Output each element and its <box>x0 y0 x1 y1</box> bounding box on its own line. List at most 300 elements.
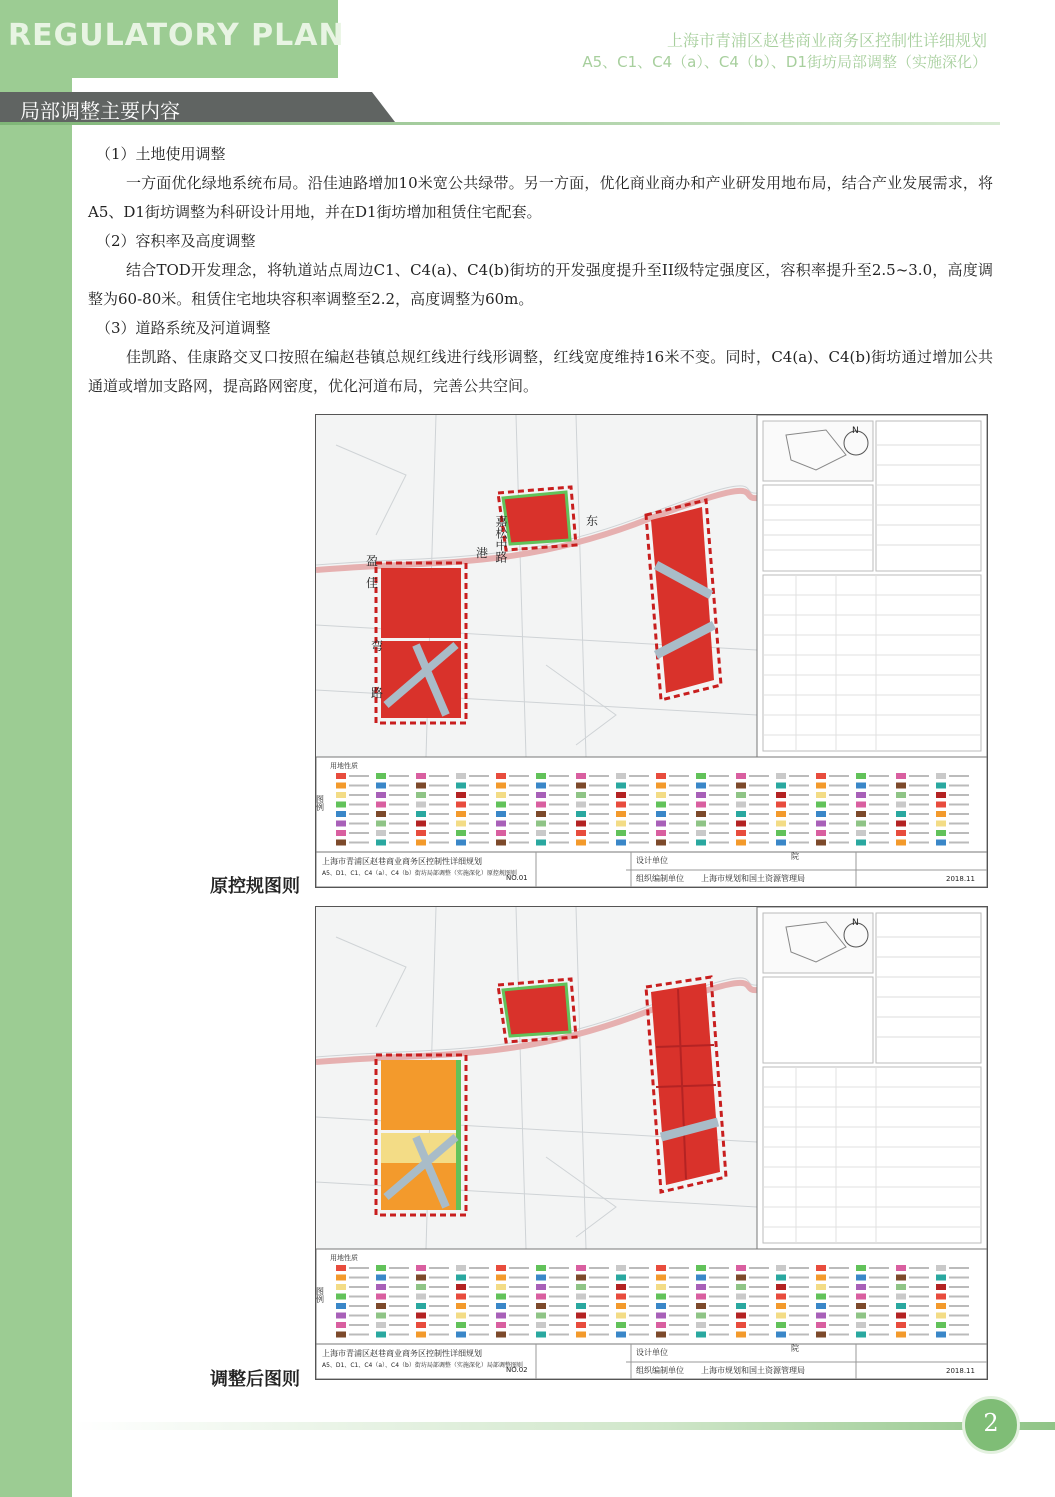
legend-swatch <box>856 821 866 827</box>
legend-swatch-label-line <box>869 785 889 787</box>
legend-swatch-label-line <box>709 1296 729 1298</box>
legend-swatch <box>776 821 786 827</box>
legend-swatch-label-line <box>509 1324 529 1326</box>
legend-title: 用地性质 <box>330 1254 358 1262</box>
legend-swatch-label-line <box>549 1277 569 1279</box>
svg-text:N: N <box>852 918 859 928</box>
legend-swatch-label-line <box>469 1324 489 1326</box>
legend-swatch-label-line <box>589 1315 609 1317</box>
legend-swatch <box>416 840 426 846</box>
legend-swatch <box>376 783 386 789</box>
legend-swatch-label-line <box>789 785 809 787</box>
legend-swatch <box>616 840 626 846</box>
legend-swatch-label-line <box>429 804 449 806</box>
road-label-ying: 盈 <box>366 554 379 568</box>
legend-swatch <box>696 1303 706 1309</box>
legend-swatch-label-line <box>949 813 969 815</box>
legend-swatch <box>456 821 466 827</box>
legend-swatch-label-line <box>549 1315 569 1317</box>
legend-swatch-label-line <box>629 1315 649 1317</box>
legend-swatch-label-line <box>349 1334 369 1336</box>
legend-swatch <box>776 1322 786 1328</box>
legend-swatch <box>936 1332 946 1338</box>
legend-swatch-label-line <box>429 1324 449 1326</box>
legend-swatch-label-line <box>669 794 689 796</box>
legend-swatch <box>816 792 826 798</box>
legend-swatch-label-line <box>469 775 489 777</box>
legend-swatch-label-line <box>749 1305 769 1307</box>
legend-swatch <box>456 792 466 798</box>
legend-swatch <box>496 811 506 817</box>
legend-swatch-label-line <box>709 1277 729 1279</box>
legend-swatch <box>736 1275 746 1281</box>
legend-swatch <box>816 1303 826 1309</box>
legend-swatch-label-line <box>629 813 649 815</box>
legend-swatch <box>576 1265 586 1271</box>
legend-swatch-label-line <box>509 832 529 834</box>
title-line-2: A5、C1、C4（a）、C4（b）、D1街坊局部调整（实施深化） <box>582 53 987 71</box>
legend-swatch <box>656 830 666 836</box>
legend-swatch-label-line <box>629 1286 649 1288</box>
legend-swatch <box>936 821 946 827</box>
legend-swatch-label-line <box>789 775 809 777</box>
legend-swatch <box>696 821 706 827</box>
legend-swatch <box>936 830 946 836</box>
legend-swatch <box>416 802 426 808</box>
plan-subtitle: A5、D1、C1、C4（a）、C4（b）街坊局部调整（实施深化）原控规图则 <box>322 870 517 877</box>
legend-swatch <box>536 1322 546 1328</box>
legend-swatch-label-line <box>469 794 489 796</box>
legend-swatch <box>416 1313 426 1319</box>
legend-swatch <box>656 1303 666 1309</box>
legend-swatch <box>896 1275 906 1281</box>
legend-swatch <box>376 1275 386 1281</box>
legend-swatch <box>336 1294 346 1300</box>
legend-swatch <box>656 792 666 798</box>
legend-swatch <box>856 783 866 789</box>
legend-swatch <box>616 792 626 798</box>
road-label-gang: 港 <box>476 546 489 560</box>
legend-swatch-label-line <box>869 1277 889 1279</box>
legend-swatch <box>856 830 866 836</box>
legend-swatch <box>456 802 466 808</box>
legend-swatch-label-line <box>549 1334 569 1336</box>
legend-swatch <box>376 773 386 779</box>
legend-swatch <box>456 1265 466 1271</box>
legend-swatch <box>336 811 346 817</box>
legend-swatch-label-line <box>349 832 369 834</box>
legend-swatch-label-line <box>349 775 369 777</box>
legend-swatch-label-line <box>829 775 849 777</box>
legend-swatch <box>856 1294 866 1300</box>
legend-swatch-label-line <box>709 785 729 787</box>
legend-swatch-label-line <box>909 823 929 825</box>
road-label-jiasong: 嘉松中路 <box>494 515 508 563</box>
legend-swatch-label-line <box>749 832 769 834</box>
legend-swatch-label-line <box>949 804 969 806</box>
legend-swatch <box>616 1322 626 1328</box>
legend-swatch <box>616 1275 626 1281</box>
legend-swatch-label-line <box>709 832 729 834</box>
legend-swatch <box>656 1313 666 1319</box>
legend-swatch-label-line <box>909 1324 929 1326</box>
legend-swatch <box>576 1332 586 1338</box>
legend-swatch <box>456 1322 466 1328</box>
legend-swatch <box>656 840 666 846</box>
legend-swatch-label-line <box>829 1296 849 1298</box>
legend-swatch <box>576 1322 586 1328</box>
legend-swatch <box>376 1332 386 1338</box>
legend-swatch-label-line <box>709 823 729 825</box>
legend-swatch-label-line <box>389 785 409 787</box>
legend-swatch-label-line <box>429 775 449 777</box>
legend-swatch <box>696 1294 706 1300</box>
legend-swatch <box>696 1275 706 1281</box>
legend-swatch-label-line <box>909 1296 929 1298</box>
legend-swatch-label-line <box>589 832 609 834</box>
legend-swatch <box>496 792 506 798</box>
legend-swatch-label-line <box>869 1334 889 1336</box>
legend-swatch-label-line <box>629 1324 649 1326</box>
legend-swatch-label-line <box>349 1305 369 1307</box>
legend-swatch-label-line <box>909 785 929 787</box>
legend-swatch-label-line <box>709 794 729 796</box>
legend-swatch <box>536 840 546 846</box>
legend-swatch <box>656 811 666 817</box>
legend-swatch <box>496 783 506 789</box>
legend-swatch-label-line <box>749 1315 769 1317</box>
legend-swatch-label-line <box>869 823 889 825</box>
legend-swatch-label-line <box>549 804 569 806</box>
legend-swatch <box>496 840 506 846</box>
legend-swatch <box>736 773 746 779</box>
legend-swatch-label-line <box>789 1277 809 1279</box>
legend-swatch <box>856 802 866 808</box>
legend-swatch <box>576 783 586 789</box>
caption-adjusted: 调整后图则 <box>210 1369 300 1390</box>
legend-swatch <box>896 830 906 836</box>
legend-swatch <box>856 1265 866 1271</box>
legend-swatch-label-line <box>509 823 529 825</box>
legend-swatch-label-line <box>669 1324 689 1326</box>
legend-swatch <box>576 1303 586 1309</box>
legend-swatch <box>856 773 866 779</box>
legend-swatch <box>736 1284 746 1290</box>
legend-swatch <box>696 811 706 817</box>
legend-swatch-label-line <box>549 842 569 844</box>
legend-swatch <box>536 1275 546 1281</box>
legend-swatch <box>776 783 786 789</box>
caption-original: 原控规图则 <box>210 876 300 897</box>
legend-swatch <box>616 1284 626 1290</box>
page-number: 2 <box>983 1409 999 1437</box>
legend-swatch <box>736 1303 746 1309</box>
legend-swatch <box>496 1303 506 1309</box>
legend-swatch-label-line <box>909 1267 929 1269</box>
legend-swatch-label-line <box>349 823 369 825</box>
legend-swatch-label-line <box>949 775 969 777</box>
legend-swatch-label-line <box>469 1267 489 1269</box>
legend-swatch <box>456 811 466 817</box>
legend-swatch-label-line <box>429 842 449 844</box>
legend-swatch <box>416 1294 426 1300</box>
legend-swatch-label-line <box>829 1334 849 1336</box>
legend-swatch <box>456 1332 466 1338</box>
legend-swatch <box>936 1322 946 1328</box>
legend-swatch <box>696 1284 706 1290</box>
legend-swatch-label-line <box>829 823 849 825</box>
legend-swatch <box>576 1294 586 1300</box>
legend-swatch <box>656 783 666 789</box>
legend-swatch <box>496 821 506 827</box>
legend-swatch <box>616 1313 626 1319</box>
legend-swatch-label-line <box>589 813 609 815</box>
legend-swatch <box>576 1284 586 1290</box>
legend-swatch-label-line <box>789 804 809 806</box>
road-label-dong: 东 <box>586 514 599 528</box>
legend-swatch <box>376 802 386 808</box>
legend-swatch-label-line <box>469 785 489 787</box>
legend-swatch <box>896 792 906 798</box>
legend-swatch <box>856 1284 866 1290</box>
legend-swatch-label-line <box>669 1334 689 1336</box>
legend-swatch <box>616 821 626 827</box>
legend-swatch <box>936 1303 946 1309</box>
legend-swatch-label-line <box>629 1296 649 1298</box>
legend-swatch-label-line <box>909 775 929 777</box>
legend-swatch-label-line <box>549 1267 569 1269</box>
legend-swatch-label-line <box>629 785 649 787</box>
legend-swatch <box>456 1284 466 1290</box>
legend-swatch <box>816 1322 826 1328</box>
legend-swatch-label-line <box>589 1277 609 1279</box>
legend-swatch <box>696 1313 706 1319</box>
legend-swatch <box>376 840 386 846</box>
legend-swatch <box>736 1313 746 1319</box>
legend-swatch-label-line <box>949 1286 969 1288</box>
legend-swatch-label-line <box>829 794 849 796</box>
legend-swatch-label-line <box>869 813 889 815</box>
legend-swatch <box>936 811 946 817</box>
legend-swatch-label-line <box>589 1334 609 1336</box>
legend-swatch <box>696 1332 706 1338</box>
legend-swatch-label-line <box>749 785 769 787</box>
legend-swatch-label-line <box>349 842 369 844</box>
legend-swatch-label-line <box>549 785 569 787</box>
legend-swatch <box>336 840 346 846</box>
legend-swatch-label-line <box>749 804 769 806</box>
org-label: 组织编制单位 <box>636 874 684 883</box>
legend-swatch-label-line <box>709 1267 729 1269</box>
legend-swatch-label-line <box>349 804 369 806</box>
legend-swatch <box>616 1265 626 1271</box>
plan-date: 2018.11 <box>946 875 975 883</box>
legend-swatch-label-line <box>669 842 689 844</box>
legend-swatch <box>736 783 746 789</box>
legend-swatch <box>696 783 706 789</box>
legend-swatch <box>896 783 906 789</box>
legend-swatch-label-line <box>629 1334 649 1336</box>
legend-swatch-label-line <box>509 842 529 844</box>
legend-swatch-label-line <box>549 813 569 815</box>
legend-swatch <box>416 1265 426 1271</box>
legend-swatch <box>776 773 786 779</box>
legend-swatch-label-line <box>669 1286 689 1288</box>
legend-swatch-label-line <box>949 785 969 787</box>
legend-swatch-label-line <box>829 1315 849 1317</box>
legend-swatch <box>536 1294 546 1300</box>
design-unit-label: 设计单位 <box>636 856 668 865</box>
legend-swatch <box>856 811 866 817</box>
legend-swatch <box>936 1265 946 1271</box>
legend-swatch-label-line <box>349 813 369 815</box>
legend-swatch-label-line <box>829 1324 849 1326</box>
legend-swatch <box>816 1275 826 1281</box>
legend-swatch-label-line <box>869 775 889 777</box>
legend-swatch-label-line <box>829 813 849 815</box>
legend-title: 用地性质 <box>330 762 358 770</box>
legend-swatch-label-line <box>429 1305 449 1307</box>
legend-swatch-label-line <box>909 1334 929 1336</box>
legend-swatch <box>616 773 626 779</box>
legend-swatch-label-line <box>389 804 409 806</box>
legend-swatch <box>616 1332 626 1338</box>
legend-swatch-label-line <box>349 794 369 796</box>
legend-swatch <box>936 1284 946 1290</box>
legend-swatch <box>856 1332 866 1338</box>
legend-swatch-label-line <box>389 1305 409 1307</box>
legend-swatch-label-line <box>669 1267 689 1269</box>
legend-swatch <box>536 811 546 817</box>
legend-swatch-label-line <box>589 1286 609 1288</box>
legend-swatch <box>456 1313 466 1319</box>
legend-swatch <box>336 802 346 808</box>
legend-swatch-label-line <box>669 1305 689 1307</box>
legend-swatch <box>376 1294 386 1300</box>
legend-swatch <box>896 773 906 779</box>
legend-swatch-label-line <box>749 1267 769 1269</box>
legend-swatch <box>696 840 706 846</box>
legend-swatch <box>776 1284 786 1290</box>
legend-swatch-label-line <box>909 1277 929 1279</box>
legend-swatch <box>816 840 826 846</box>
design-unit: 院 <box>791 1344 799 1353</box>
legend-swatch-label-line <box>589 823 609 825</box>
legend-swatch-label-line <box>789 1315 809 1317</box>
plan-subtitle: A5、D1、C1、C4（a）、C4（b）街坊局部调整（实施深化）局部调整图则 <box>322 1362 523 1369</box>
legend-swatch-label-line <box>669 1296 689 1298</box>
legend-swatch-label-line <box>669 775 689 777</box>
legend-swatch-label-line <box>869 1315 889 1317</box>
legend-swatch <box>616 811 626 817</box>
legend-swatch <box>496 1294 506 1300</box>
legend-swatch <box>816 821 826 827</box>
legend-swatch-label-line <box>789 1334 809 1336</box>
legend-swatch-label-line <box>629 823 649 825</box>
legend-swatch-label-line <box>429 832 449 834</box>
legend-swatch <box>336 1322 346 1328</box>
legend-swatch-label-line <box>549 794 569 796</box>
legend-swatch <box>416 773 426 779</box>
legend-swatch <box>896 1303 906 1309</box>
subheading-far-height: （2）容积率及高度调整 <box>96 232 256 250</box>
legend-swatch <box>776 811 786 817</box>
legend-swatch <box>336 1313 346 1319</box>
legend-swatch-label-line <box>469 1305 489 1307</box>
legend-swatch-label-line <box>749 1324 769 1326</box>
legend-swatch-label-line <box>909 794 929 796</box>
svg-text:N: N <box>852 426 859 436</box>
legend-swatch-label-line <box>869 1324 889 1326</box>
legend-swatch <box>936 792 946 798</box>
legend-swatch-label-line <box>429 785 449 787</box>
legend-swatch-label-line <box>869 842 889 844</box>
legend-swatch-label-line <box>509 775 529 777</box>
legend-swatch <box>856 792 866 798</box>
legend-swatch-label-line <box>469 1334 489 1336</box>
legend-swatch <box>656 821 666 827</box>
legend-swatch-label-line <box>629 1277 649 1279</box>
title-line-1: 上海市青浦区赵巷商业商务区控制性详细规划 <box>666 31 987 50</box>
section-title: 局部调整主要内容 <box>20 99 180 123</box>
legend-swatch <box>576 773 586 779</box>
legend-swatch <box>336 1303 346 1309</box>
legend-swatch <box>936 802 946 808</box>
legend-swatch-label-line <box>629 794 649 796</box>
legend-swatch <box>536 1303 546 1309</box>
legend-swatch-label-line <box>389 1315 409 1317</box>
legend-swatch-label-line <box>589 1305 609 1307</box>
legend-swatch-label-line <box>589 1296 609 1298</box>
legend-swatch <box>736 1294 746 1300</box>
legend-swatch-label-line <box>469 1277 489 1279</box>
legend-swatch <box>816 811 826 817</box>
legend-swatch <box>376 1284 386 1290</box>
legend-swatch-label-line <box>669 1315 689 1317</box>
legend-swatch-label-line <box>909 813 929 815</box>
legend-swatch <box>616 802 626 808</box>
legend-swatch-label-line <box>469 842 489 844</box>
legend-swatch <box>576 1313 586 1319</box>
legend-swatch <box>816 830 826 836</box>
legend-swatch <box>456 773 466 779</box>
legend-swatch-label-line <box>389 1286 409 1288</box>
legend-swatch <box>376 1303 386 1309</box>
legend-swatch-label-line <box>909 1286 929 1288</box>
legend-swatch-label-line <box>949 1296 969 1298</box>
legend-swatch <box>376 821 386 827</box>
legend-swatch <box>376 1313 386 1319</box>
legend-swatch <box>896 1294 906 1300</box>
legend-swatch-label-line <box>389 823 409 825</box>
legend-swatch <box>416 1284 426 1290</box>
legend-swatch <box>736 792 746 798</box>
legend-swatch <box>496 1265 506 1271</box>
legend-swatch <box>736 811 746 817</box>
legend-swatch <box>776 1332 786 1338</box>
legend-swatch-label-line <box>949 1334 969 1336</box>
legend-swatch <box>456 1294 466 1300</box>
legend-swatch-label-line <box>429 1277 449 1279</box>
legend-swatch <box>776 1275 786 1281</box>
legend-swatch <box>816 1332 826 1338</box>
brand-title: REGULATORY PLAN <box>8 18 345 53</box>
plan-title: 上海市青浦区赵巷商业商务区控制性详细规划 <box>322 1349 482 1358</box>
legend-swatch-label-line <box>709 804 729 806</box>
legend-swatch-label-line <box>589 775 609 777</box>
legend-swatch-label-line <box>829 832 849 834</box>
legend-swatch-label-line <box>389 1267 409 1269</box>
